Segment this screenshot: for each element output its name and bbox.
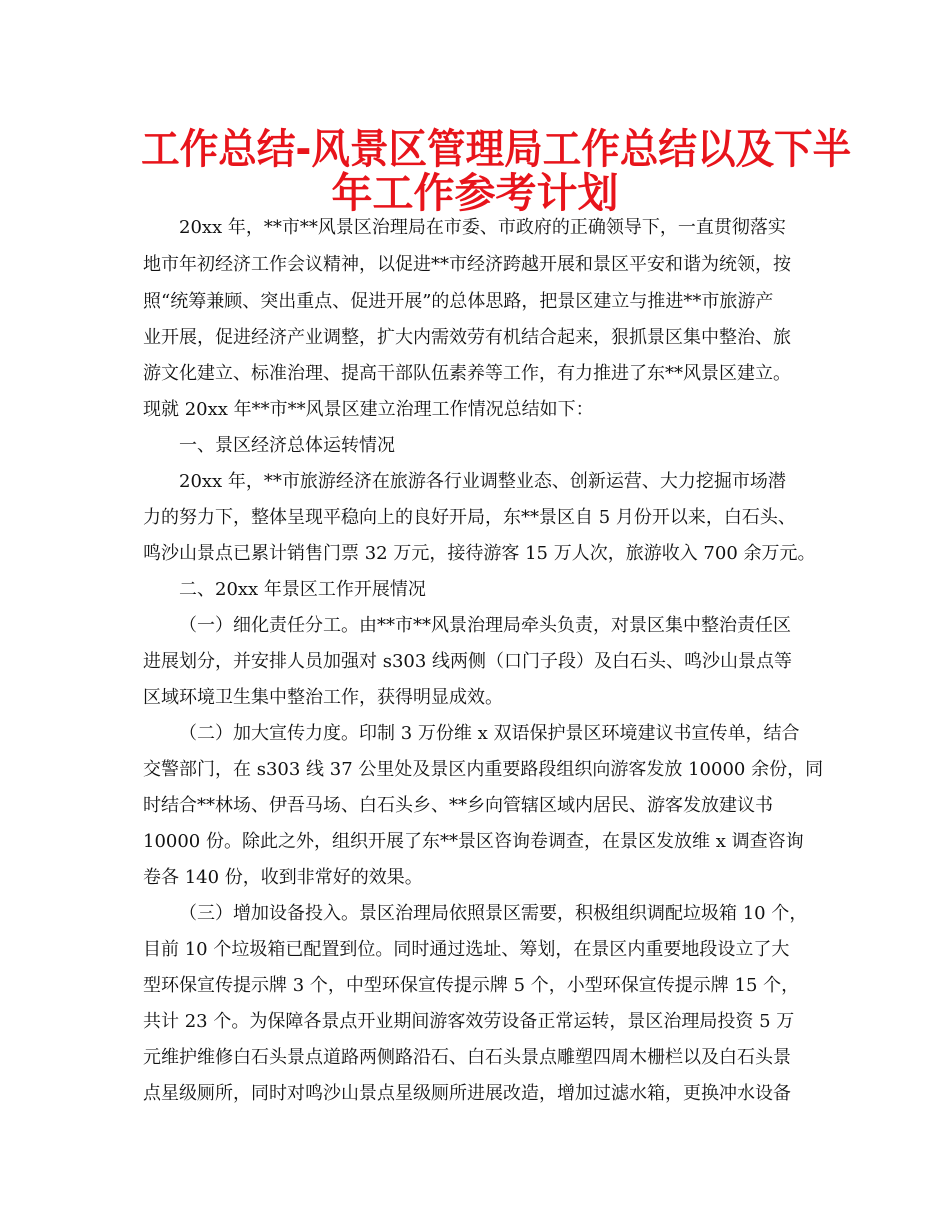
body-line: 游文化建立、标准治理、提高干部队伍素养等工作，有力推进了东**风景区建立。 [143, 363, 791, 384]
body-line: 业开展，促进经济产业调整，扩大内需效劳有机结合起来，狠抓景区集中整治、旅 [143, 327, 791, 348]
body-line: （一）细化责任分工。由**市**风景治理局牵头负责，对景区集中整治责任区 [179, 615, 791, 636]
body-line: （二）加大宣传力度。印制 3 万份维 x 双语保护景区环境建议书宣传单，结合 [179, 723, 800, 744]
body-line: 20xx 年，**市**风景区治理局在市委、市政府的正确领导下，一直贯彻落实 [179, 217, 786, 238]
body-line: 点星级厕所，同时对鸣沙山景点星级厕所进展改造，增加过滤水箱，更换冲水设备 [143, 1083, 791, 1104]
body-line: 交警部门，在 s303 线 37 公里处及景区内重要路段组织向游客发放 10000 余份，同 [143, 759, 824, 780]
body-line: 时结合**林场、伊吾马场、白石头乡、**乡向管辖区域内居民、游客发放建议书 [143, 795, 773, 816]
body-line: 现就 20xx 年**市**风景区建立治理工作情况总结如下： [143, 399, 594, 420]
body-line: 型环保宣传提示牌 3 个，中型环保宣传提示牌 5 个，小型环保宣传提示牌 15 个， [143, 975, 800, 996]
body-line: 进展划分，并安排人员加强对 s303 线两侧（口门子段）及白石头、鸣沙山景点等 [143, 651, 793, 672]
body-line: 元维护维修白石头景点道路两侧路沿石、白石头景点雕塑四周木栅栏以及白石头景 [143, 1047, 791, 1068]
document-title-line-1: 工作总结-风景区管理局工作总结以及下半 [141, 125, 852, 173]
section-heading: 一、景区经济总体运转情况 [179, 435, 395, 456]
body-line: 20xx 年，**市旅游经济在旅游各行业调整业态、创新运营、大力挖掘市场潜 [179, 471, 786, 492]
body-line: 卷各 140 份，收到非常好的效果。 [143, 867, 423, 888]
body-line: 10000 份。除此之外，组织开展了东**景区咨询卷调查，在景区发放维 x 调查咨询 [143, 831, 804, 852]
body-line: 力的努力下，整体呈现平稳向上的良好开局，东**景区自 5 月份开以来，白石头、 [143, 507, 796, 528]
body-line: 地市年初经济工作会议精神，以促进**市经济跨越开展和景区平安和谐为统领，按 [143, 254, 791, 275]
body-line: 照“统筹兼顾、突出重点、促进开展”的总体思路，把景区建立与推进**市旅游产 [143, 291, 774, 312]
document-title-line-2: 年工作参考计划 [331, 169, 619, 217]
section-heading: 二、20xx 年景区工作开展情况 [179, 579, 426, 600]
body-line: 区域环境卫生集中整治工作，获得明显成效。 [143, 687, 503, 708]
body-line: 共计 23 个。为保障各景点开业期间游客效劳设备正常运转，景区治理局投资 5 万 [143, 1011, 795, 1032]
body-line: 鸣沙山景点已累计销售门票 32 万元，接待游客 15 万人次，旅游收入 700 余万元。 [143, 543, 816, 564]
body-line: （三）增加设备投入。景区治理局依照景区需要，积极组织调配垃圾箱 10 个， [179, 903, 808, 924]
body-line: 目前 10 个垃圾箱已配置到位。同时通过选址、筹划，在景区内重要地段设立了大 [143, 939, 790, 960]
